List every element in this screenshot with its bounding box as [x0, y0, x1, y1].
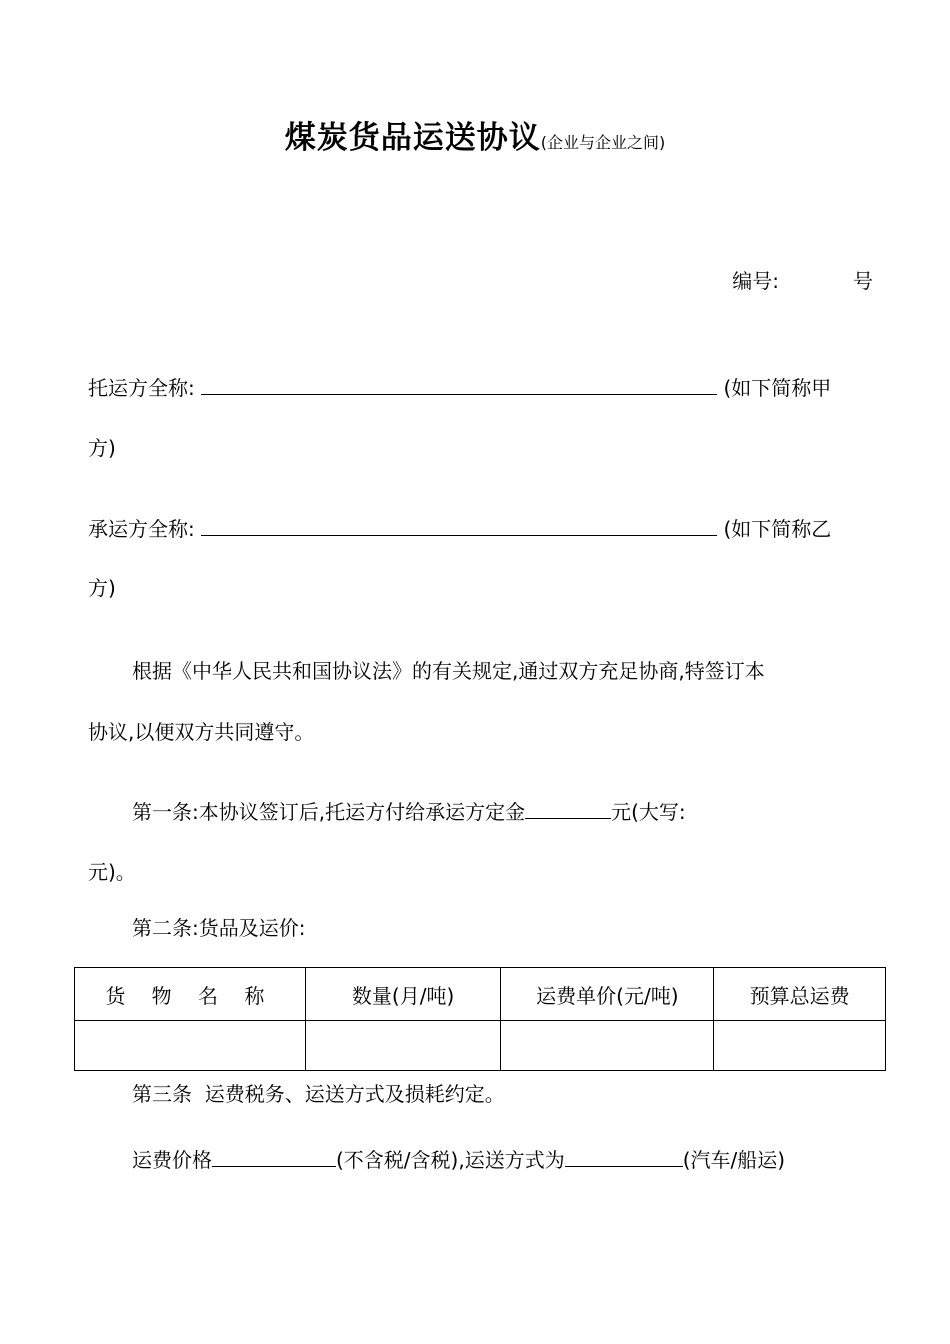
- carrier-line: [88, 513, 873, 542]
- carrier-suffix-2: 方): [88, 576, 116, 600]
- article-1-line-1: [132, 796, 873, 825]
- number-line: [88, 265, 873, 294]
- article-1-line-2: [88, 856, 873, 885]
- shipper-label: 托运方全称:: [88, 376, 195, 400]
- number-suffix: 号: [853, 269, 873, 293]
- article-1-text-c: 元)。: [88, 860, 136, 884]
- preamble-line-1: [132, 655, 873, 684]
- number-label: 编号:: [732, 269, 779, 293]
- article-1-text-b: 元(大写:: [611, 800, 686, 824]
- freight-price-tail: (汽车/船运): [682, 1148, 786, 1172]
- document-title: 煤炭货品运送协议: [284, 120, 541, 156]
- preamble-text-2: 协议,以便双方共同遵守。: [88, 720, 315, 744]
- header-unit-price: 运费单价(元/吨): [501, 968, 714, 1021]
- article-2-text: 第二条:货品及运价:: [132, 916, 306, 940]
- freight-price-label: 运费价格: [132, 1148, 212, 1172]
- freight-price-line: [132, 1144, 873, 1173]
- preamble-line-2: [88, 716, 873, 745]
- cell-quantity: [305, 1021, 501, 1071]
- document-subtitle: (企业与企业之间): [540, 133, 666, 152]
- goods-table: [74, 967, 886, 1071]
- cell-total-freight: [714, 1021, 886, 1071]
- transport-mode-blank: [565, 1146, 683, 1167]
- header-goods-name: 货 物 名 称: [75, 968, 306, 1021]
- header-quantity: 数量(月/吨): [305, 968, 501, 1021]
- shipper-line-2: [88, 432, 873, 461]
- article-2-line: [132, 912, 873, 941]
- carrier-line-2: [88, 572, 873, 601]
- cell-unit-price: [501, 1021, 714, 1071]
- carrier-label: 承运方全称:: [88, 517, 195, 541]
- article-3-text: 第三条 运费税务、运送方式及损耗约定。: [132, 1082, 505, 1106]
- table-row: [75, 1021, 886, 1071]
- freight-price-mid: (不含税/含税),运送方式为: [336, 1148, 565, 1172]
- article-3-line: [132, 1078, 873, 1107]
- carrier-name-blank: [201, 515, 717, 536]
- shipper-line: [88, 372, 873, 401]
- preamble-text-1: 根据《中华人民共和国协议法》的有关规定,通过双方充足协商,特签订本: [132, 659, 765, 683]
- header-total-freight: 预算总运费: [714, 968, 886, 1021]
- article-1-text-a: 第一条:本协议签订后,托运方付给承运方定金: [132, 800, 526, 824]
- table-header-row: [75, 968, 886, 1021]
- cell-goods-name: [75, 1021, 306, 1071]
- carrier-suffix: (如下简称乙: [723, 517, 832, 541]
- shipper-suffix-2: 方): [88, 436, 116, 460]
- deposit-amount-blank: [525, 798, 611, 819]
- shipper-name-blank: [201, 374, 717, 395]
- shipper-suffix: (如下简称甲: [723, 376, 832, 400]
- freight-price-blank: [212, 1146, 336, 1167]
- title-block: [0, 112, 950, 157]
